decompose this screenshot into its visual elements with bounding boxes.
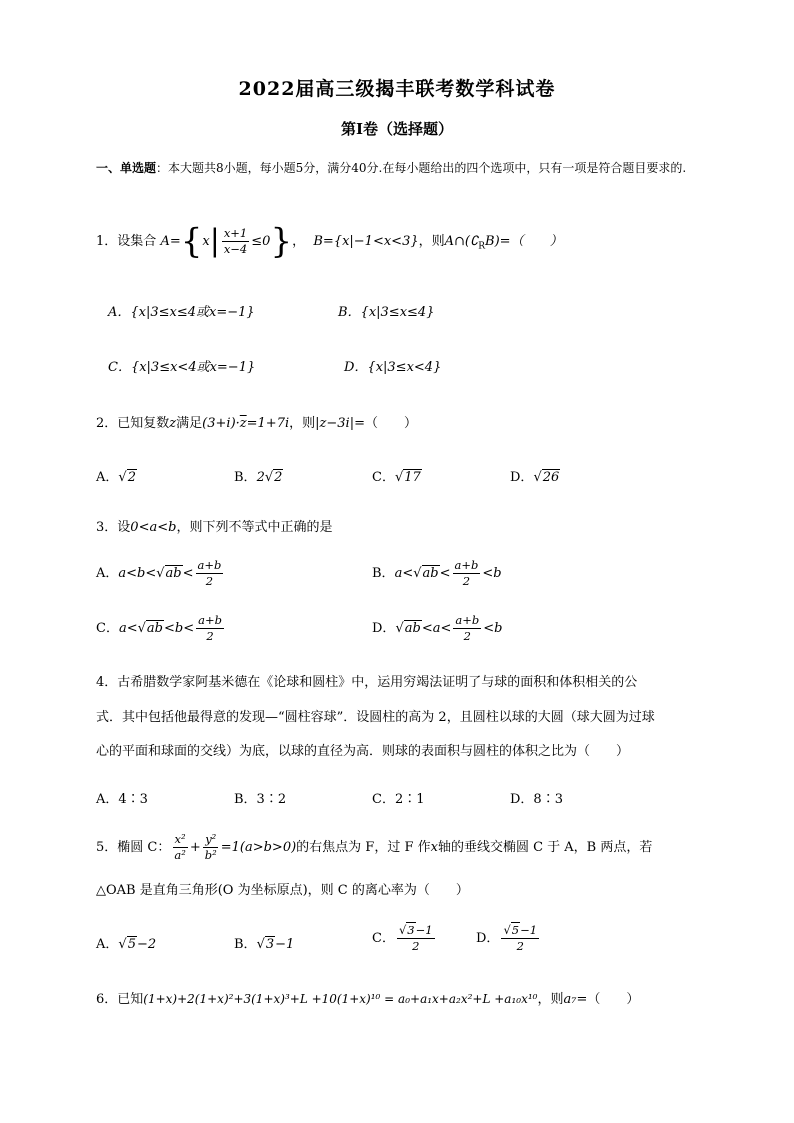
question-3-option-d[interactable]: D．√ab<a< $\frac{a+b}{2}$ <b xyxy=(372,613,503,643)
question-4-line-2: 式．其中包括他最得意的发现—“圆柱容球”．设圆柱的高为 2，且圆柱以球的大圆（球大圆为过球 xyxy=(96,710,655,725)
section-text: ：本大题共8小题，每小题5分，满分40分.在每小题给出的四个选项中，只有一项是符合题目要求的. xyxy=(156,161,687,175)
question-4-option-a[interactable]: A．4∶3 xyxy=(96,792,148,807)
question-5-line-2: △OAB 是直角三角形(O 为坐标原点)，则 C 的离心率为（ ） xyxy=(96,883,469,898)
question-4-option-b[interactable]: B．3∶2 xyxy=(234,792,287,807)
exam-title: 2022届高三级揭丰联考数学科试卷 xyxy=(238,78,556,100)
question-1-stem: 1．设集合 A={x| $\frac{x+1}{x-4}$ ≤0}， B={x|−1<x<3}，则$A\cap(∁_RB)=$（ ） xyxy=(96,221,563,262)
question-5-line-1: 5．椭圆 C： $\frac{\text{x²}}{\text{a²}}$ + $\frac{\text{y²}}{\text{b²}}$ =1(a>b>0)的右焦点为 F，过 F 作x轴的垂线交椭圆 C 于 A，B 两点，若 xyxy=(96,832,653,862)
section-instructions xyxy=(96,157,706,180)
section-heading: 一、单选题 xyxy=(96,161,157,175)
question-5-option-a[interactable]: A．√5−2 xyxy=(96,937,157,952)
question-2-option-c[interactable]: C．√17 xyxy=(372,470,421,485)
question-1-option-a[interactable]: A．{x|3≤x≤4或x=−1} xyxy=(108,305,255,320)
question-2-option-b[interactable]: B．2√2 xyxy=(234,470,283,485)
question-5-option-b[interactable]: B．√3−1 xyxy=(234,937,295,952)
question-4-line-3: 心的平面和球面的交线）为底，以球的直径为高．则球的表面积与圆柱的体积之比为（ ） xyxy=(96,744,630,759)
question-5-option-d[interactable]: D． $\frac{√5-1}{2}$ xyxy=(476,923,538,953)
question-1-option-c[interactable]: C．{x|3≤x<4或x=−1} xyxy=(108,360,256,375)
question-2-option-a[interactable]: A．√2 xyxy=(96,470,136,485)
question-3-option-c[interactable]: C．a<√ab<b< $\frac{a+b}{2}$ xyxy=(96,613,222,643)
question-1-option-d[interactable]: D．{x|3≤x<4} xyxy=(344,360,442,375)
question-3-stem: 3．设0<a<b，则下列不等式中正确的是 xyxy=(96,520,333,535)
question-4-line-1: 4．古希腊数学家阿基米德在《论球和圆柱》中，运用穷竭法证明了与球的面积和体积相关的公 xyxy=(96,675,638,690)
question-2-stem: 2．已知复数z满足$(3+i)\cdot\overline{z}=1+7i$，则|z−3i|=（ ） xyxy=(96,416,417,431)
question-4-option-d[interactable]: D．8∶3 xyxy=(510,792,563,807)
question-5-option-c[interactable]: C． $\frac{√3-1}{2}$ xyxy=(372,923,433,953)
question-6-stem: 6．已知(1+x)+2(1+x)²+3(1+x)³+L +10(1+x)¹⁰ = a₀+a₁x+a₂x²+L +a₁₀x¹⁰，则a₇=（ ） xyxy=(96,992,640,1007)
question-3-option-b[interactable]: B．a<√ab< $\frac{a+b}{2}$ <b xyxy=(372,558,502,588)
question-3-option-a[interactable]: A．a<b<√ab< $\frac{a+b}{2}$ xyxy=(96,558,222,588)
question-1-option-b[interactable]: B．{x|3≤x≤4} xyxy=(338,305,435,320)
question-4-option-c[interactable]: C．2∶1 xyxy=(372,792,425,807)
question-2-option-d[interactable]: D．√26 xyxy=(510,470,560,485)
paper-subtitle: 第Ⅰ卷（选择题） xyxy=(340,120,454,138)
